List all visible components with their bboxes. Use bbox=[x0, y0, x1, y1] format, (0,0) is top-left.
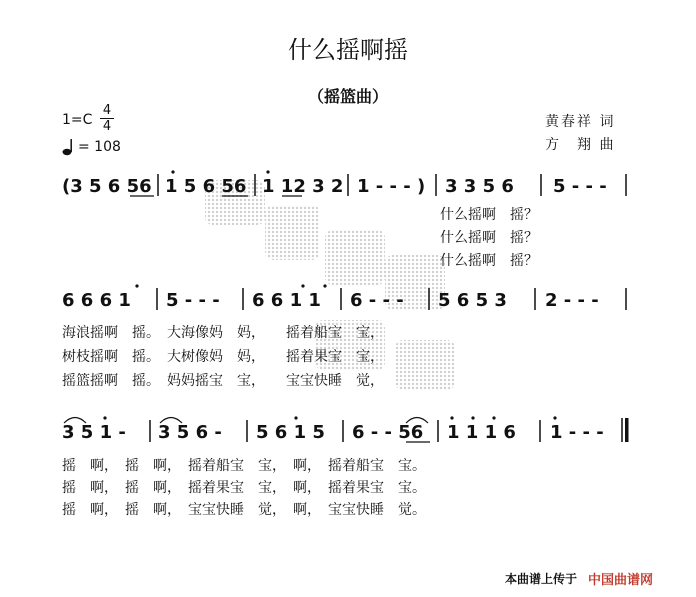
notation-row-3f: 1 - - - bbox=[550, 422, 604, 443]
lyricist: 黄春祥 词 bbox=[545, 114, 616, 130]
upload-credit: 本曲谱上传于 bbox=[505, 572, 578, 586]
notation-row-2c: 6 6 1 1 bbox=[252, 290, 321, 311]
notation-row-2d: 6 - - - bbox=[350, 290, 404, 311]
lyric-row-1-line-3: 什么摇啊 摇？ bbox=[440, 253, 538, 269]
notation-row-3b: 3 5 6 - bbox=[158, 422, 222, 443]
notation-row-2b: 5 - - - bbox=[166, 290, 220, 311]
notation-row-1: (3 5 6 56 bbox=[62, 176, 152, 197]
time-signature-top: 4 bbox=[100, 103, 114, 119]
lyric-row-3-line-2: 摇 啊， 摇 啊， 摇着果宝 宝， 啊， 摇着果宝 宝。 bbox=[62, 480, 426, 496]
notation-row-1f: 5 - - - bbox=[553, 176, 607, 197]
lyric-row-1-line-2: 什么摇啊 摇？ bbox=[440, 230, 538, 246]
lyric-row-3-line-3: 摇 啊， 摇 啊， 宝宝快睡 觉， 啊， 宝宝快睡 觉。 bbox=[62, 502, 426, 518]
lyric-row-2-line-1: 海浪摇啊 摇。 大海像妈 妈， 摇着船宝 宝， bbox=[62, 325, 384, 341]
song-title: 什么摇啊摇 bbox=[288, 36, 408, 64]
lyric-row-3-line-1: 摇 啊， 摇 啊， 摇着船宝 宝， 啊， 摇着船宝 宝。 bbox=[62, 458, 426, 474]
notation-row-1c: 1 12 3 2 bbox=[262, 176, 344, 197]
notation-row-1e: 3 3 5 6 bbox=[445, 176, 514, 197]
notation-row-2e: 5 6 5 3 bbox=[438, 290, 507, 311]
notation-row-1d: 1 - - - ) bbox=[357, 176, 426, 197]
key-signature: 1=C bbox=[62, 112, 93, 128]
notation-row-2: 6 6 6 1 bbox=[62, 290, 131, 311]
score-row-3 bbox=[62, 416, 629, 518]
score-row-1 bbox=[62, 170, 626, 269]
lyric-row-2-line-2: 树枝摇啊 摇。 大树像妈 妈， 摇着果宝 宝， bbox=[62, 349, 384, 365]
lyric-row-2-line-3: 摇篮摇啊 摇。 妈妈摇宝 宝， 宝宝快睡 觉， bbox=[62, 373, 384, 389]
song-subtitle: （摇篮曲） bbox=[307, 87, 388, 106]
notation-row-3: 3 5 1 - bbox=[62, 422, 126, 443]
composer: 方 翔 曲 bbox=[545, 137, 616, 153]
tempo: = 108 bbox=[78, 139, 121, 155]
notation-row-3d: 6 - - 56 bbox=[352, 422, 424, 443]
notation-row-3e: 1 1 1 6 bbox=[447, 422, 516, 443]
site-logo[interactable]: 中国曲谱网 bbox=[588, 573, 654, 588]
notation-row-3c: 5 6 1 5 bbox=[256, 422, 325, 443]
time-signature-bottom: 4 bbox=[102, 119, 112, 134]
notation-row-1b: 1 5 6 56 bbox=[165, 176, 247, 197]
notation-row-2f: 2 - - - bbox=[545, 290, 599, 311]
lyric-row-1-line-1: 什么摇啊 摇？ bbox=[440, 207, 538, 223]
score-row-2 bbox=[62, 284, 626, 389]
